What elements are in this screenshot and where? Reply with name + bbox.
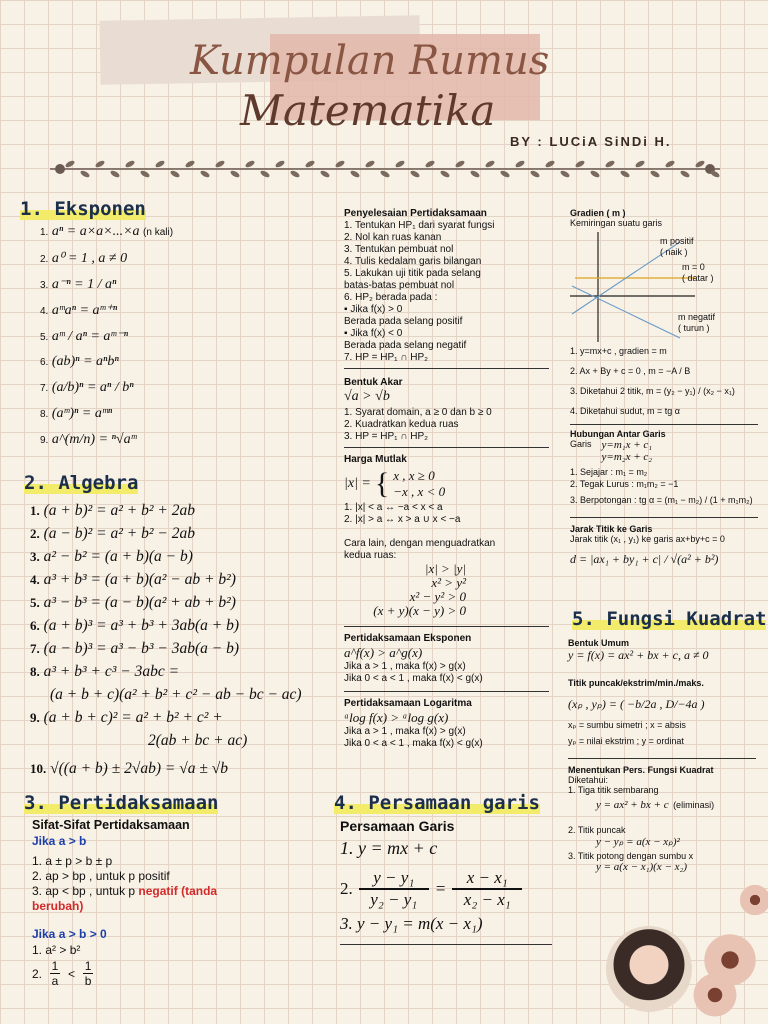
eksponen-item: 7. (a/b)ⁿ = aⁿ / bⁿ [40,380,134,395]
eksponen-item: 3. a⁻ⁿ = 1 / aⁿ [40,277,117,292]
section-title-fungsi-kuadrat: 5. Fungsi Kuadrat [572,608,767,630]
akar-formula: √a > √b [344,389,390,404]
step-item: 2. Nol kan ruas kanan [344,232,442,243]
pg-eq-1: 1. y = mx + c [340,838,438,858]
menentukan-item: 1. Tiga titik sembarang [568,785,659,795]
label: m = 0 [682,262,705,272]
leaf-icon [79,169,90,178]
pg-eq-3: 3. y − y₁ = m(x − x₁) [340,914,483,933]
divider [568,758,756,759]
leaf-icon [469,169,480,178]
fungsi-kuadrat-block [568,638,758,873]
flower-icon [690,970,740,1020]
leaf-icon [559,169,570,178]
algebra-item: 10. √((a + b) ± 2√ab) = √a ± √b [30,760,228,777]
leaf-icon [364,159,375,168]
leaf-icon [274,159,285,168]
divider [344,626,549,627]
leaf-icon [304,159,315,168]
leaf-icon [514,159,525,168]
log-title: Pertidaksamaan Logaritma [344,698,472,709]
cara-lain-text: Cara lain, dengan menguadratkan [344,538,496,549]
step-item: 5. Lakukan uji titik pada selang [344,268,481,279]
leaf-icon [109,169,120,178]
eksp-title: Pertidaksamaan Eksponen [344,633,472,644]
leaf-icon [454,159,465,168]
bentuk-umum-formula: y = f(x) = ax² + bx + c, a ≠ 0 [568,648,709,662]
right-column [570,208,760,574]
leaf-icon [394,159,405,168]
step-item: 7. HP = HP₁ ∩ HP₂ [344,352,429,363]
eksponen-item: 5. aᵐ / aⁿ = aᵐ⁻ⁿ [40,329,129,344]
mutlak-item: 1. |x| < a ↔ −a < x < a [344,502,443,513]
log-item: Jika 0 < a < 1 , maka f(x) < g(x) [344,738,483,749]
sumbu-text: xₚ = sumbu simetri ; x = absis [568,720,686,730]
puncak-title: Titik puncak/ekstrim/min./maks. [568,678,704,688]
akar-item: 2. Kuadratkan kedua ruas [344,419,459,430]
rule-item: 1. a ± p > b ± p [32,854,113,868]
leaf-icon [634,159,645,168]
divider [344,691,549,692]
cara-formula: |x| > |y| x² > y² x² − y² > 0 (x + y)(x − y) > 0 [373,561,466,618]
algebra-item: 1. (a + b)² = a² + b² + 2ab [30,502,195,519]
leaf-icon [679,169,690,178]
eksp-formula: a^f(x) > a^g(x) [344,645,423,660]
mutlak-title: Harga Mutlak [344,454,407,465]
leaf-icon [694,159,705,168]
label: m positif [660,236,694,246]
step-item: ▪ Jika f(x) < 0 [344,328,403,339]
eksponen-item: 8. (aᵐ)ⁿ = aᵐⁿ [40,406,113,421]
akar-item: 1. Syarat domain, a ≥ 0 dan b ≥ 0 [344,407,492,418]
leaf-icon [169,169,180,178]
divider [344,447,549,448]
leaf-icon [379,169,390,178]
step-item: batas-batas pembuat nol [344,280,455,291]
case-title: Jika a > b > 0 [32,927,107,941]
leaf-icon [664,159,675,168]
eksponen-list [40,224,330,458]
algebra-item: 2. (a − b)² = a² + b² − 2ab [30,525,195,542]
cara-lain-text: kedua ruas: [344,550,397,561]
rule-item-fraction: 2. 1 a < 1 b [32,959,92,988]
eksponen-item: 1. aⁿ = a×a×...×a (n kali) [40,224,174,239]
gradien-diagram [570,228,760,346]
menentukan-formula: y = a(x − x₁)(x − x₂) [596,861,687,873]
leaf-icon [649,169,660,178]
algebra-item: 4. a³ + b³ = (a + b)(a² − ab + b²) [30,571,236,588]
persamaan-garis-block [340,818,560,945]
title-line-2: Matematika [240,86,496,135]
leaf-icon [484,159,495,168]
mutlak-formula: |x| = { x , x ≥ 0 −x , x < 0 [344,467,446,500]
leaf-icon [499,169,510,178]
avatar-photo [606,926,692,1012]
leaf-icon [244,159,255,168]
pertidaksamaan-heading: Sifat-Sifat Pertidaksamaan [32,818,190,832]
step-item: 4. Tulis kedalam garis bilangan [344,256,482,267]
menentukan-formula: y − yₚ = a(x − xₚ)² [596,836,680,848]
leaf-icon [259,169,270,178]
step-item: 1. Tentukan HP₁ dari syarat fungsi [344,220,495,231]
algebra-item: 9. (a + b + c)² = a² + b² + c² + [30,709,223,726]
hubungan-item: 1. Sejajar : m₁ = m₂ [570,467,648,477]
leaf-icon [184,159,195,168]
log-item: Jika a > 1 , maka f(x) > g(x) [344,726,466,737]
divider [340,944,552,945]
leaf-icon [289,169,300,178]
leaf-icon [529,169,540,178]
menentukan-item: 3. Titik potong dengan sumbu x [568,851,694,861]
leaf-icon [139,169,150,178]
leaf-icon [544,159,555,168]
section-title-pertidaksamaan: 3. Pertidaksamaan [24,792,219,814]
menentukan-formula: y = ax² + bx + c (eliminasi) [596,799,715,811]
label: ( turun ) [678,323,710,333]
nilai-text: yₚ = nilai ekstrim ; y = ordinat [568,736,684,746]
hubungan-title: Hubungan Antar Garis [570,429,666,439]
leaf-icon [214,159,225,168]
mutlak-item: 2. |x| > a ↔ x > a ∪ x < −a [344,514,461,525]
puncak-formula: (xₚ , yₚ) = ( −b/2a , D/−4a ) [568,697,705,711]
leaf-icon [424,159,435,168]
diketahui: Diketahui: [568,775,609,785]
gradien-subtitle: Kemiringan suatu garis [570,218,663,228]
akar-title: Bentuk Akar [344,377,403,388]
log-formula: ᵃlog f(x) > ᵃlog g(x) [344,710,449,725]
leaf-icon [64,159,75,168]
bentuk-umum-title: Bentuk Umum [568,638,630,648]
pertidaksamaan-block [32,818,322,988]
leaf-icon [604,159,615,168]
divider [344,368,549,369]
step-item: Berada pada selang positif [344,316,463,327]
label: m negatif [678,312,716,322]
label: ( datar ) [682,273,714,283]
hubungan-item: 2. Tegak Lurus : m₁m₂ = −1 [570,479,679,489]
section-title-algebra: 2. Algebra [24,472,139,494]
step-item: 3. Tentukan pembuat nol [344,244,454,255]
persamaan-garis-heading: Persamaan Garis [340,818,455,834]
divider [570,517,758,518]
leaf-icon [574,159,585,168]
algebra-item: (a + b + c)(a² + b² + c² − ab − bc − ac) [50,686,302,703]
hubungan-garis: Garis y=m₁x + c₁ y=m₂x + c₂ [570,439,653,463]
case-title: Jika a > b [32,834,87,848]
menentukan-title: Menentukan Pers. Fungsi Kuadrat [568,765,714,775]
leaf-icon [199,169,210,178]
byline: BY : LUCiA SiNDi H. [510,134,672,149]
jarak-title: Jarak Titik ke Garis [570,524,653,534]
step-item: ▪ Jika f(x) > 0 [344,304,403,315]
jarak-subtitle: Jarak titik (x₁ , y₁) ke garis ax+by+c = 0 [570,534,725,544]
pg-eq-2: 2. y − y₁ y₂ − y₁ = x − x₁ x₂ − x₁ [340,864,560,914]
middle-column [344,208,556,750]
flower-icon [740,880,768,920]
title-line-1: Kumpulan Rumus [190,38,550,84]
hubungan-item: 3. Berpotongan : tg α = (m₁ − m₂) / (1 + m₁m₂) [570,495,753,505]
rule-item: 3. ap < bp , untuk p negatif (tanda [32,884,218,898]
algebra-item: 7. (a − b)³ = a³ − b³ − 3ab(a − b) [30,640,240,657]
rule-item: 1. a² > b² [32,943,81,957]
leaf-icon [589,169,600,178]
algebra-list [30,502,340,783]
gradien-item: 3. Diketahui 2 titik, m = (y₂ − y₁) / (x₂ − x₁) [570,386,735,396]
eksp-item: Jika 0 < a < 1 , maka f(x) < g(x) [344,673,483,684]
eksponen-item: 6. (ab)ⁿ = aⁿbⁿ [40,354,119,369]
gradien-title: Gradien ( m ) [570,208,626,218]
leaf-icon [319,169,330,178]
leaf-icon [619,169,630,178]
eksponen-item: 2. a⁰ = 1 , a ≠ 0 [40,251,128,266]
rule-item-red: berubah) [32,899,84,913]
eksp-item: Jika a > 1 , maka f(x) > g(x) [344,661,466,672]
gradien-item: 1. y=mx+c , gradien = m [570,346,667,356]
leaf-icon [229,169,240,178]
leaf-icon [94,159,105,168]
gradien-item: 2. Ax + By + c = 0 , m = −A / B [570,366,691,376]
algebra-item: 5. a³ − b³ = (a − b)(a² + ab + b²) [30,594,236,611]
step-item: Berada pada selang negatif [344,340,467,351]
leaf-icon [154,159,165,168]
leaf-icon [409,169,420,178]
gradien-item: 4. Diketahui sudut, m = tg α [570,406,681,416]
eksponen-item: 4. aᵐaⁿ = aᵐ⁺ⁿ [40,303,118,318]
algebra-item: 3. a² − b² = (a + b)(a − b) [30,548,193,565]
section-title-persamaan-garis: 4. Persamaan garis [334,792,540,814]
algebra-item: 2(ab + bc + ac) [148,732,248,749]
label: ( naik ) [660,247,688,257]
step-item: 6. HP₂ berada pada : [344,292,438,303]
vine-divider-icon [50,158,720,180]
rule-item: 2. ap > bp , untuk p positif [32,869,170,883]
eksponen-item: 9. a^(m/n) = ⁿ√aᵐ [40,432,137,447]
akar-item: 3. HP = HP₁ ∩ HP₂ [344,431,429,442]
algebra-item: 8. a³ + b³ + c³ − 3abc = [30,663,180,680]
jarak-formula: d = |ax₁ + by₁ + c| / √(a² + b²) [570,552,719,566]
algebra-item: 6. (a + b)³ = a³ + b³ + 3ab(a + b) [30,617,240,634]
leaf-icon [439,169,450,178]
leaf-icon [334,159,345,168]
section-title-eksponen: 1. Eksponen [20,198,146,220]
divider [570,424,758,425]
leaf-icon [349,169,360,178]
penyelesaian-title: Penyelesaian Pertidaksamaan [344,208,487,219]
menentukan-item: 2. Titik puncak [568,825,626,835]
leaf-icon [124,159,135,168]
